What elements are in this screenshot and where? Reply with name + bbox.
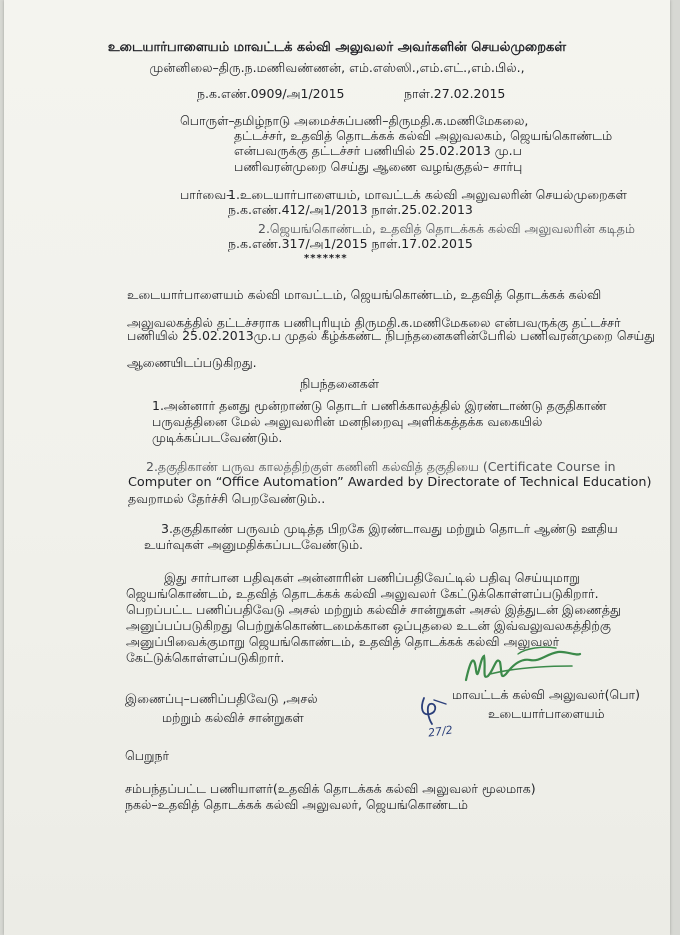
instruction-line: அனுப்பிவைக்குமாறு ஜெயங்கொண்டம், உதவித் தொடக்கக் கல்வி அலுவலர் bbox=[126, 634, 560, 649]
subject-line: என்பவருக்கு தட்டச்சர் பணியில் 25.02.2013 மு.ப bbox=[234, 143, 522, 158]
condition-1: முடிக்கப்படவேண்டும். bbox=[152, 430, 283, 445]
reference-number: ந.க.எண்.0909/அ1/2015 bbox=[197, 86, 345, 101]
body-line: பணியில் 25.02.2013மு.ப முதல் கீழ்க்கண்ட நிபந்தனைகளின்பேரில் பணிவரன்முறை செய்து bbox=[127, 328, 656, 343]
reference-item-number: ந.க.எண்.412/அ1/2013 நாள்.25.02.2013 bbox=[228, 202, 473, 217]
enclosure-line: மற்றும் கல்விச் சான்றுகள் bbox=[162, 710, 304, 725]
presence-line: முன்னிலை–திரு.ந.மணிவண்ணன், எம்.எஸ்ஸி.,எம்.எட்.,எம்.பில்., bbox=[149, 60, 525, 75]
signatory-place: உடையார்பாளையம் bbox=[488, 706, 605, 721]
recipient-heading: பெறுநர் bbox=[125, 748, 170, 763]
official-signature bbox=[460, 640, 590, 690]
condition-3: 3.தகுதிகாண் பருவம் முடித்த பிறகே இரண்டாவது மற்றும் தொடர் ஆண்டு ஊதிய bbox=[161, 521, 618, 536]
subject-line: பணிவரன்முறை செய்து ஆணை வழங்குதல்– சார்பு bbox=[234, 159, 523, 174]
reference-label: பார்வை– bbox=[180, 187, 233, 202]
body-line: உடையார்பாளையம் கல்வி மாவட்டம், ஜெயங்கொண்டம், உதவித் தொடக்கக் கல்வி bbox=[127, 287, 602, 302]
signatory-designation: மாவட்டக் கல்வி அலுவலர்(பொ) bbox=[452, 687, 640, 702]
condition-2: 2.தகுதிகாண் பருவ காலத்திற்குள் கணினி கல்வித் தகுதியை (Certificate Course in bbox=[146, 459, 616, 474]
subject-line: தட்டச்சர், உதவித் தொடக்கக் கல்வி அலுவலகம், ஜெயங்கொண்டம் bbox=[234, 128, 613, 143]
document-date: நாள்.27.02.2015 bbox=[404, 86, 506, 101]
condition-1: 1.அன்னார் தனது மூன்றாண்டு தொடர் பணிக்காலத்தில் இரண்டாண்டு தகுதிகாண் bbox=[152, 398, 607, 413]
condition-3: உயர்வுகள் அனுமதிக்கப்படவேண்டும். bbox=[144, 537, 363, 552]
condition-2: Computer on “Office Automation” Awarded by Directorate of Technical Education) bbox=[128, 475, 652, 490]
conditions-heading: நிபந்தனைகள் bbox=[300, 376, 380, 391]
condition-1: பருவத்தினை மேல் அலுவலரின் மனநிறைவு அளிக்கத்தக்க வகையில் bbox=[152, 414, 543, 429]
reference-item: 2.ஜெயங்கொண்டம், உதவித் தொடக்கக் கல்வி அலுவலரின் கடிதம் bbox=[258, 221, 635, 236]
recipient-to: சம்பந்தப்பட்ட பணியாளர்(உதவிக் தொடக்கக் கல்வி அலுவலர் மூலமாக) bbox=[125, 781, 536, 796]
document-title: உடையார்பாளையம் மாவட்டக் கல்வி அலுவலர் அவர்களின் செயல்முறைகள் bbox=[107, 40, 567, 55]
subject-label: பொருள்– bbox=[180, 113, 235, 128]
subject-line: தமிழ்நாடு அமைச்சுப்பணி–திருமதி.க.மணிமேகலை, bbox=[234, 113, 529, 128]
body-line: அலுவலகத்தில் தட்டச்சராக பணிபுரியும் திருமதி.க.மணிமேகலை என்பவருக்கு தட்டச்சர் bbox=[127, 315, 621, 330]
recipient-copy: நகல்–உதவித் தொடக்கக் கல்வி அலுவலர், ஜெயங்கொண்டம் bbox=[125, 797, 468, 812]
instruction-line: ஜெயங்கொண்டம், உதவித் தொடக்கக் கல்வி அலுவலர் கேட்டுக்கொள்ளப்படுகிறார். bbox=[126, 586, 599, 601]
instruction-line: இது சார்பான பதிவுகள் அன்னாரின் பணிப்பதிவேட்டில் பதிவு செய்யுமாறு bbox=[164, 570, 580, 585]
document-page bbox=[4, 0, 670, 935]
handwritten-date: 27/2 bbox=[427, 723, 454, 740]
reference-item: 1.உடையார்பாளையம், மாவட்டக் கல்வி அலுவலரின் செயல்முறைகள் bbox=[228, 187, 627, 202]
reference-item-number: ந.க.எண்.317/அ1/2015 நாள்.17.02.2015 bbox=[228, 236, 473, 251]
instruction-line: பெறப்பட்ட பணிப்பதிவேடு அசல் மற்றும் கல்விச் சான்றுகள் அசல் இத்துடன் இணைத்து bbox=[126, 602, 621, 617]
condition-2: தவறாமல் தேர்ச்சி பெறவேண்டும்.. bbox=[128, 491, 326, 506]
instruction-line: அனுப்பப்படுகிறது பெற்றுக்கொண்டமைக்கான ஒப்புதலை உடன் இவ்வலுவலகத்திற்கு bbox=[126, 618, 611, 633]
enclosure-line: இணைப்பு–பணிப்பதிவேடு ,அசல் bbox=[125, 691, 318, 706]
instruction-line: கேட்டுக்கொள்ளப்படுகிறார். bbox=[126, 650, 285, 665]
body-line: ஆணையிடப்படுகிறது. bbox=[127, 355, 257, 370]
separator: ******* bbox=[304, 253, 348, 264]
